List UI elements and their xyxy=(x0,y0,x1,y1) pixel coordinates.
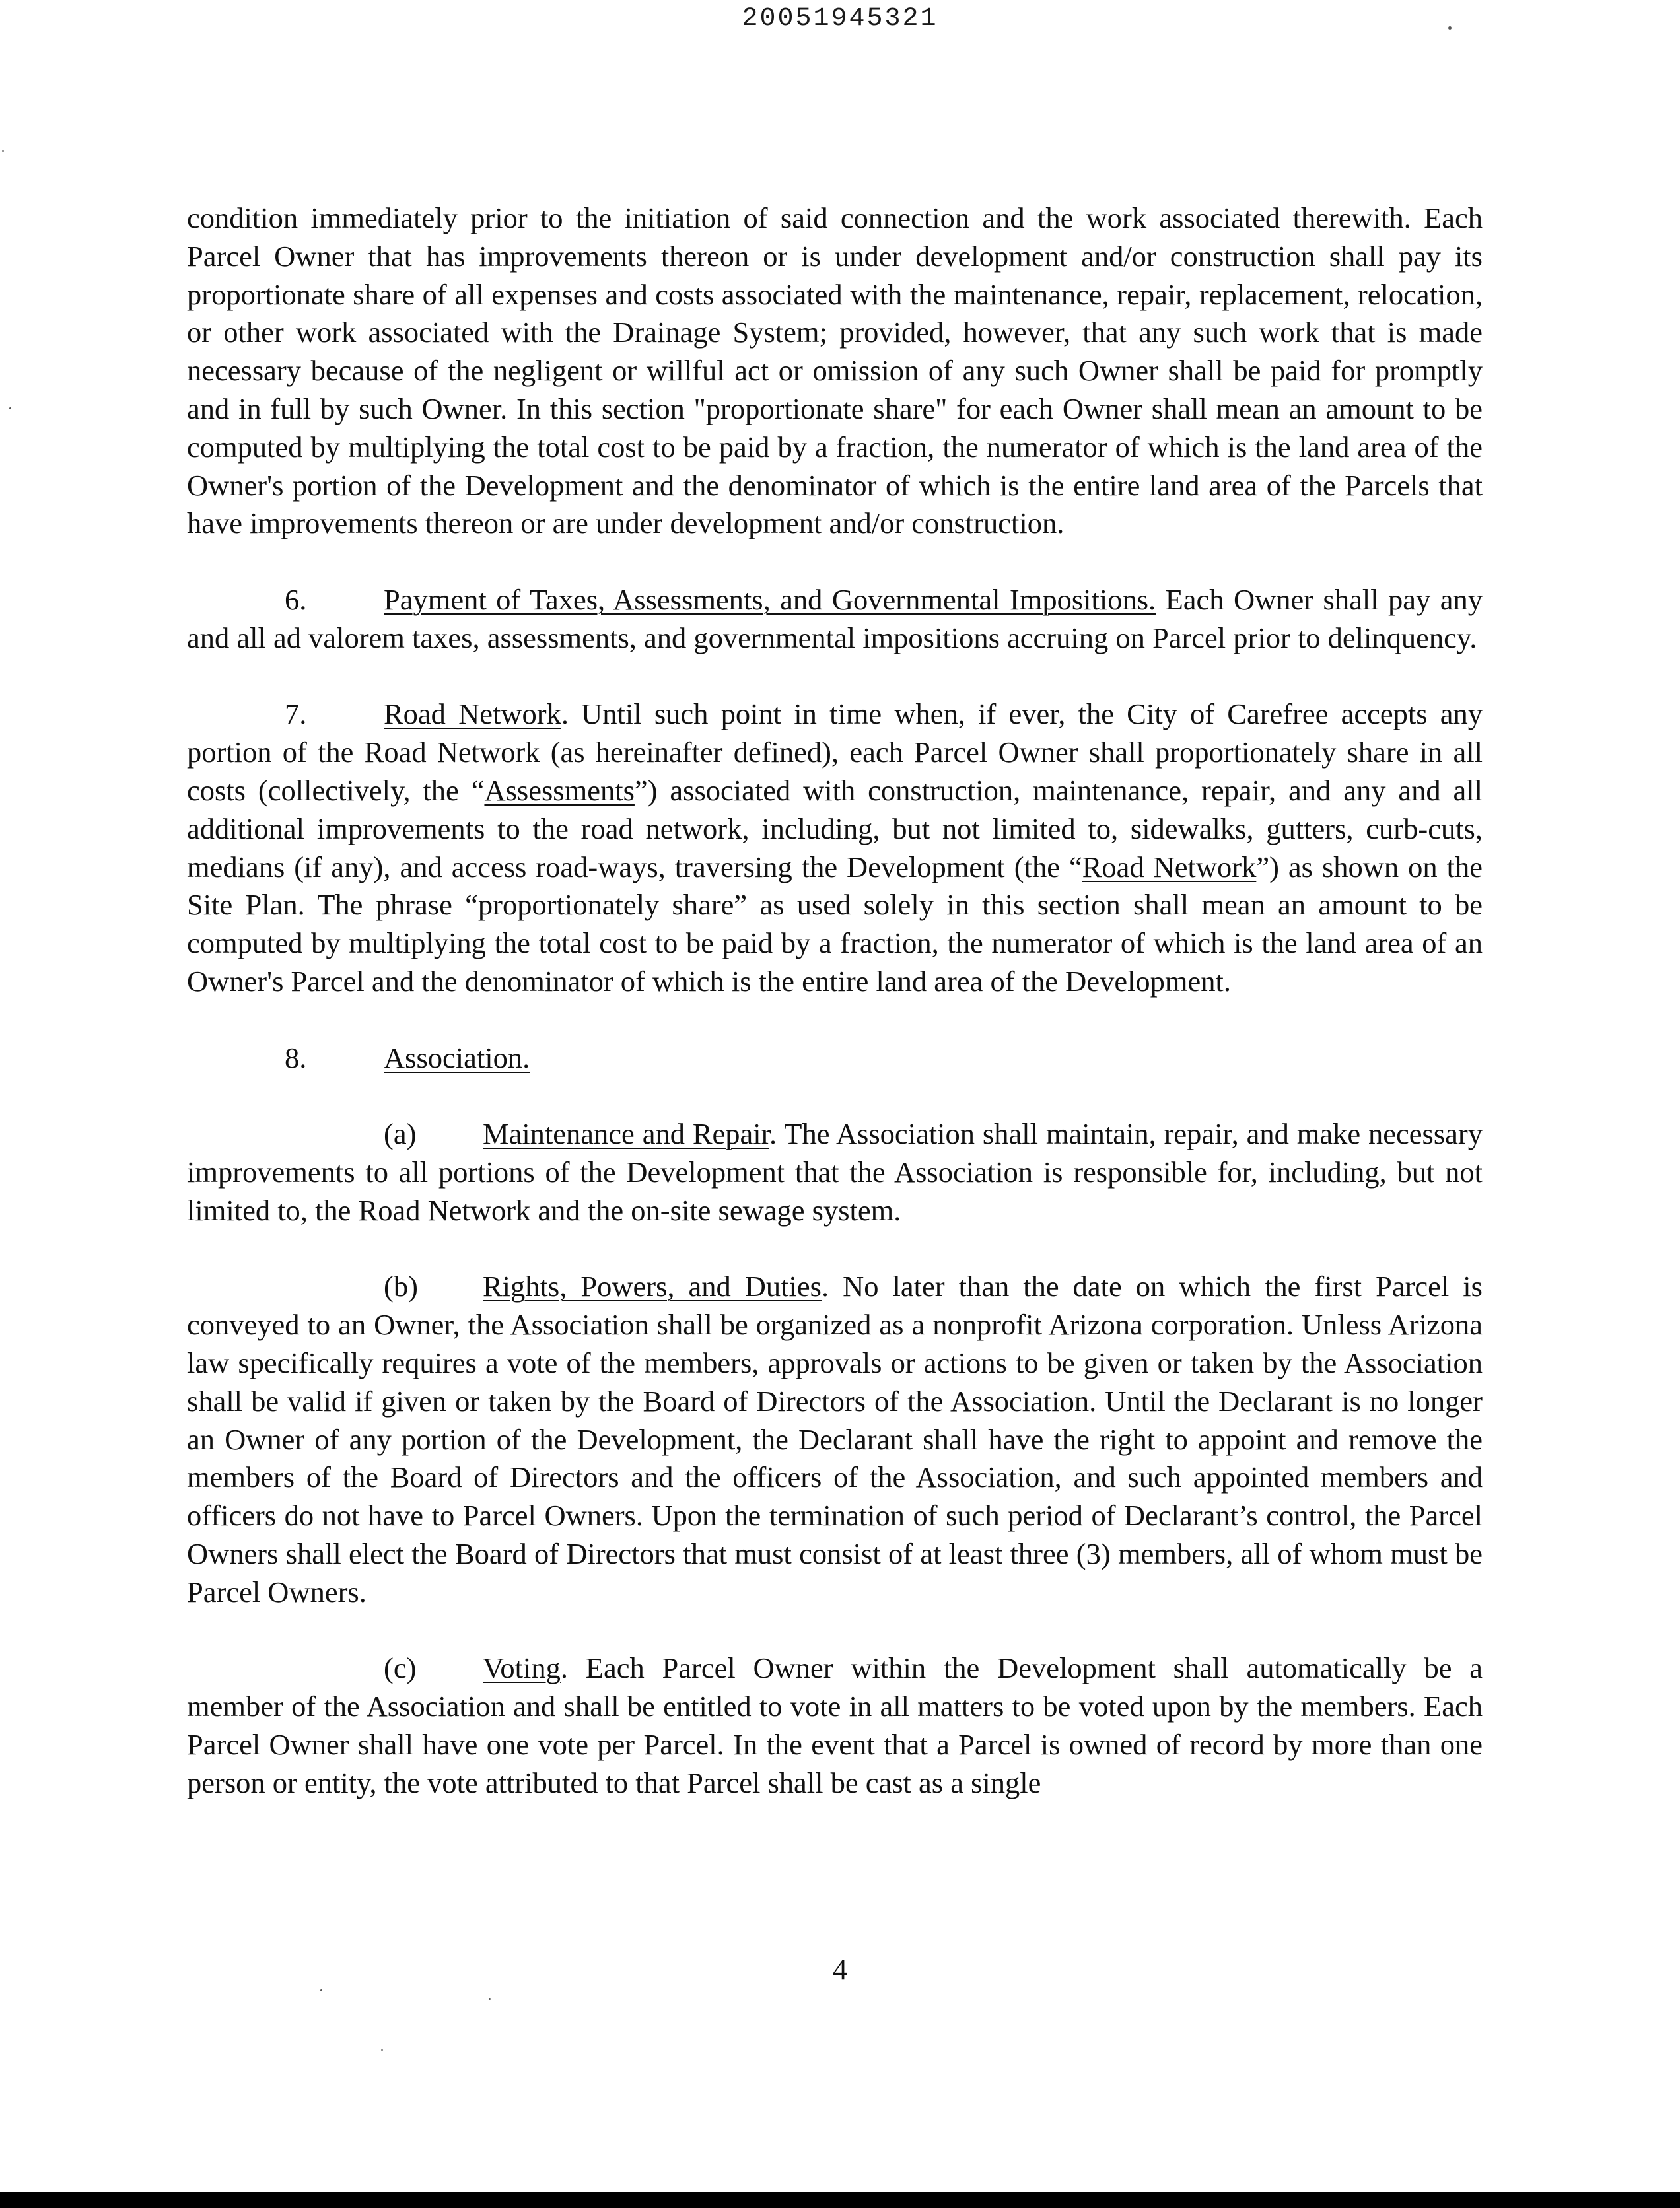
subsection-text: . No later than the date on which the first Parcel is conveyed to an Owner, the Association shall be organized as a nonprofit Arizona corporation. Unless Arizona law specifically requires a vote of the members, approvals or actions to be given or taken by the Association shall be valid if given or taken by the Board of Directors of the Association. Until the Declarant is no longer an Owner of any portion of the Development, the Declarant shall have the right to appoint and remove the members of the Board of Directors and the officers of the Association, and such appointed members and officers do not have to Parcel Owners. Upon the termination of such period of Declarant’s control, the Parcel Owners shall elect the Board of Directors that must consist of at least three (3) members, all of whom must be Parcel Owners. xyxy=(187,1270,1483,1608)
section-text: ”) associated with construction, maintenance, repair, and any and all additional improvements to the road network, including, but not limited to, sidewalks, gutters, curb-cuts, medians (if any), and access road-ways, traversing the Development (the “ xyxy=(187,773,1483,883)
subsection-8a-maintenance xyxy=(187,1115,1483,1229)
section-number: 6. xyxy=(285,582,307,616)
section-heading: Payment of Taxes, Assessments, and Governmental Impositions. xyxy=(384,582,1156,616)
scan-speck xyxy=(320,1989,322,1991)
section-6-taxes xyxy=(187,581,1483,658)
document-body xyxy=(187,199,1483,1802)
scan-speck xyxy=(381,2049,383,2051)
subsection-label: (a) xyxy=(384,1117,417,1151)
page-number: 4 xyxy=(833,1953,847,1985)
section-number: 8. xyxy=(285,1041,307,1074)
defined-term-road-network: Road Network xyxy=(1082,850,1257,883)
subsection-8b-rights xyxy=(187,1268,1483,1611)
scan-edge-bar xyxy=(0,2192,1680,2208)
scan-speck xyxy=(489,1998,491,2000)
section-number: 7. xyxy=(285,697,307,731)
subsection-text: . Each Parcel Owner within the Development shall automatically be a member of the Association and shall be entitled to vote in all matters to be voted upon by the members. Each Parcel Owner shall have one vote per Parcel. In the event that a Parcel is owned of record by more than one person or entity, the vote attributed to that Parcel shall be cast as a single xyxy=(187,1651,1483,1799)
scan-speck xyxy=(1448,26,1452,30)
section-7-road-network xyxy=(187,695,1483,1000)
section-text: . Until such point in time when, if ever, the City of Carefree accepts any portion of the Road Network (as hereinafter defined), each Parcel Owner shall proportionately share in all costs (collectively, the “ xyxy=(187,697,1483,807)
recording-number: 20051945321 xyxy=(742,4,938,34)
scan-speck xyxy=(2,150,4,152)
section-text: Each Owner shall pay any and all ad valorem taxes, assessments, and governmental impositions accruing on Parcel prior to delinquency. xyxy=(187,582,1483,654)
section-heading: Association. xyxy=(384,1041,530,1074)
subsection-heading: Voting xyxy=(483,1651,561,1685)
defined-term-assessments: Assessments xyxy=(484,773,635,807)
subsection-text: . The Association shall maintain, repair, and make necessary improvements to all portions of the Development that the Association is responsible for, including, but not limited to, the Road Network and the on-site sewage system. xyxy=(187,1117,1483,1227)
scan-speck xyxy=(9,407,11,409)
subsection-heading: Maintenance and Repair xyxy=(483,1117,770,1151)
paragraph-drainage-continued: condition immediately prior to the initiation of said connection and the work associated therewith. Each Parcel Owner that has improvements thereon or is under development and/or construction shall pay its proportionate share of all expenses and costs associated with the maintenance, repair, replacement, relocation, or other work associated with the Drainage System; provided, however, that any such work that is made necessary because of the negligent or willful act or omission of any such Owner shall be paid for promptly and in full by such Owner. In this section "proportionate share" for each Owner shall mean an amount to be computed by multiplying the total cost to be paid by a fraction, the numerator of which is the land area of the Owner's portion of the Development and the denominator of which is the entire land area of the Parcels that have improvements thereon or are under development and/or construction. xyxy=(187,201,1483,540)
subsection-heading: Rights, Powers, and Duties xyxy=(483,1270,822,1303)
section-8-association xyxy=(187,1039,1483,1078)
subsection-label: (c) xyxy=(384,1651,417,1685)
subsection-8c-voting xyxy=(187,1649,1483,1802)
subsection-label: (b) xyxy=(384,1270,418,1303)
section-heading: Road Network xyxy=(384,697,561,731)
section-text: ”) as shown on the Site Plan. The phrase “proportionately share” as used solely in this section shall mean an amount to be computed by multiplying the total cost to be paid by a fraction, the numerator of which is the land area of an Owner's Parcel and the denominator of which is the entire land area of the Development. xyxy=(187,850,1483,998)
